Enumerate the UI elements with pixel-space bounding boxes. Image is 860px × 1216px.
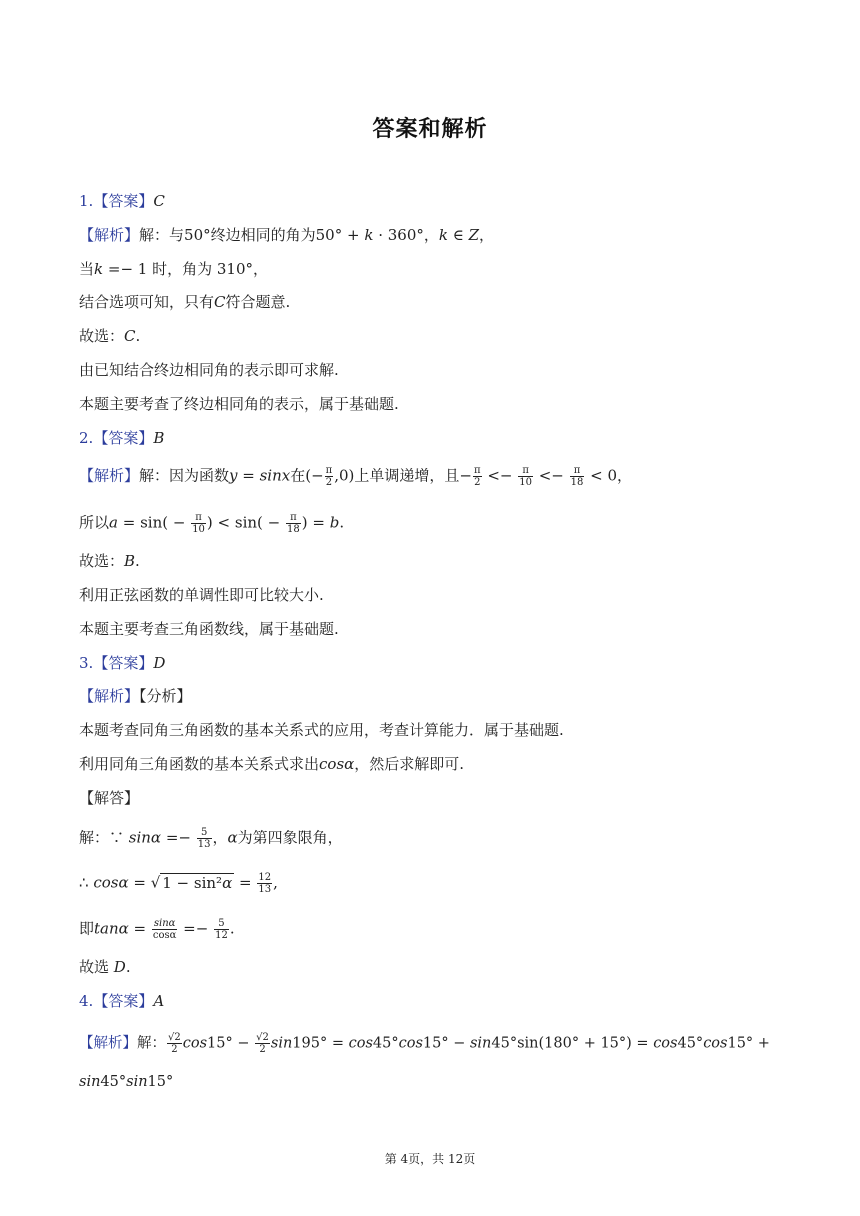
q3-math: D [113,958,126,976]
q3-text: . [229,919,235,938]
q2-text: 所以 [79,513,110,532]
q2-text: 解：因为函数 [139,466,230,485]
q3-math: cosα [319,755,355,773]
q1-text: 结合选项可知，只有 [79,293,215,311]
q1-analysis-tag: 【解析】 [79,226,140,244]
q3-text: 故选 [79,958,114,976]
q4-number: 4. [79,992,94,1010]
q1-text: ， [479,226,495,244]
q1-math: k [364,226,374,244]
q1-answer: C [153,192,165,210]
q3-analysis-line5 [79,918,235,941]
q2-answer-tag: 【答案】 [93,429,154,447]
q1-math: 50° + [315,226,365,244]
q3-fraction: $\frac{12}{13}$ [258,872,272,895]
q1-math: 50° [184,226,211,244]
q2-math: <− [533,466,569,485]
q1-analysis-line2 [79,259,268,279]
q3-math: tanα [94,919,129,938]
q3-text: 即 [79,919,95,938]
q3-math: = [128,919,151,938]
q4-math: 15° − [207,1035,255,1052]
q1-math: k [438,226,448,244]
q4-math: 45° [677,1035,704,1052]
q4-fraction: $\frac{√2}{2}$ [168,1032,181,1055]
q4-math: sin [469,1035,492,1052]
q1-analysis-line1 [79,225,494,245]
q3-math: α [227,828,238,847]
q4-math: 45° [372,1035,399,1052]
q1-text: 故选： [79,327,125,345]
q1-number: 1. [79,192,94,210]
q2-text: . [339,513,345,532]
q1-text: 终边相同的角为 [210,226,316,244]
q3-analysis-line6 [79,957,131,977]
q3-analysis-line3 [79,827,343,850]
q3-sqrt: 1 − sin²α [162,873,233,892]
q1-text: 当 [79,260,95,278]
q3-fraction: $\frac{5}{13}$ [197,827,211,850]
q3-math: = [234,873,257,892]
q3-analysis-line2 [79,754,464,774]
q4-fraction: $\frac{√2}{2}$ [256,1032,269,1055]
page-title: 答案和解析 [372,117,488,142]
q2-number: 2. [79,429,94,447]
q2-text: . [135,552,140,570]
q3-number: 3. [79,654,94,672]
q4-answer-line [79,991,164,1011]
q1-answer-tag: 【答案】 [93,192,154,210]
q2-fraction: $\frac{\pi}{10}$ [192,512,205,535]
q2-math: y = sinx [229,466,291,485]
q2-fraction: $\frac{\pi}{2}$ [325,465,333,488]
q3-fraction: $\frac{5}{12}$ [215,918,228,941]
q3-math: = [128,873,151,892]
q4-analysis-tag: 【解析】 [79,1035,137,1052]
q1-math: Z [468,226,480,244]
q1-analysis-line3 [79,292,290,312]
q3-analysis-tag: 【解析】 [79,687,140,705]
q3-jieda-line: 【解答】 [79,789,140,807]
q1-math: C [124,327,136,345]
q4-analysis-line1 [79,1032,770,1055]
q3-text: . [125,958,131,976]
page-footer: 第 4页，共 12页 [384,1152,476,1166]
q1-math: · 360°， [373,226,439,244]
q4-answer: A [153,992,165,1010]
q2-analysis-tag: 【解析】 [79,466,140,485]
q1-text: 符合题意. [225,293,291,311]
q3-answer-tag: 【答案】 [93,654,154,672]
q2-analysis-line1 [79,465,632,488]
q4-math: cos [398,1035,423,1052]
q2-text: ,0)上单调递增，且− [334,466,472,485]
q2-analysis-line3 [79,551,140,571]
q2-answer: B [153,429,165,447]
q2-fraction: $\frac{\pi}{18}$ [287,512,300,535]
q3-fraction: $\frac{\sin\alpha}{\cos\alpha}$ [152,918,177,941]
q3-text: ，然后求解即可. [354,755,465,773]
q2-fraction: $\frac{\pi}{2}$ [473,465,481,488]
q3-fenxi-tag: 【分析】 [139,687,192,705]
q4-answer-tag: 【答案】 [93,992,154,1010]
q4-math: 45° [100,1074,127,1090]
q1-math: k [94,260,104,278]
q4-math: sin [79,1074,101,1090]
q3-text: , [273,873,278,892]
q3-answer: D [153,654,166,672]
q2-analysis-line2 [79,512,344,535]
q4-math: 15° [147,1074,174,1090]
q2-analysis-line4: 利用正弦函数的单调性即可比较大小. [79,586,324,604]
q2-text: 在(− [290,466,324,485]
q3-analysis-line1: 本题考查同角三角函数的基本关系式的应用，考查计算能力．属于基础题. [79,721,564,739]
q3-analysis-line [79,686,192,706]
q3-analysis-line4 [79,872,278,895]
q1-text: 解：与 [139,226,185,244]
q4-text: 解： [137,1035,166,1052]
q4-math: sin [126,1074,148,1090]
q1-analysis-line5: 由已知结合终边相同角的表示即可求解. [79,361,339,379]
q3-text: 利用同角三角函数的基本关系式求出 [79,755,320,773]
q4-math: cos [653,1035,678,1052]
q3-math: =− [161,828,196,847]
q3-text: ， [212,828,228,847]
q2-math: ) < sin( − [206,513,285,532]
q4-analysis-line2 [79,1072,173,1092]
q1-answer-line [79,191,165,211]
q3-math: =− [178,919,214,938]
q4-math: cos [703,1035,728,1052]
q1-math: ∈ [447,226,469,244]
q3-math: cosα [93,873,129,892]
q2-fraction: $\frac{\pi}{10}$ [519,465,532,488]
q4-math: cos [348,1035,373,1052]
q2-math: <− [482,466,518,485]
q4-math: sin [270,1035,293,1052]
q4-math: 195° = [292,1035,349,1052]
q3-answer-line [79,653,165,673]
q2-math: B [124,552,136,570]
q2-fraction: $\frac{\pi}{18}$ [570,465,584,488]
q1-text: =− 1 时，角为 310°， [103,260,268,278]
q1-analysis-line4 [79,326,140,346]
q4-math: 45°sin(180° + 15°) = [491,1035,654,1052]
q2-math: b [329,513,340,532]
q2-text: 故选： [79,552,125,570]
q1-math: C [214,293,226,311]
q2-answer-line [79,428,164,448]
q2-math: a [109,513,118,532]
q1-text: . [135,327,141,345]
q3-text: 为第四象限角， [237,828,343,847]
q2-text: < 0， [585,466,633,485]
q3-sqrt-sign: √ [150,873,161,892]
q2-analysis-line5: 本题主要考查三角函数线，属于基础题. [79,620,339,638]
q4-math: 15° + [727,1035,770,1052]
q2-math: = sin( − [117,513,191,532]
q3-math: sinα [128,828,162,847]
q1-analysis-line6: 本题主要考查了终边相同角的表示，属于基础题. [79,395,399,413]
q3-text: ∴ [79,873,94,892]
q3-text: 解：∵ [79,828,129,847]
q4-math: 15° − [422,1035,470,1052]
q2-math: ) = [301,513,330,532]
q4-math: cos [182,1035,208,1052]
